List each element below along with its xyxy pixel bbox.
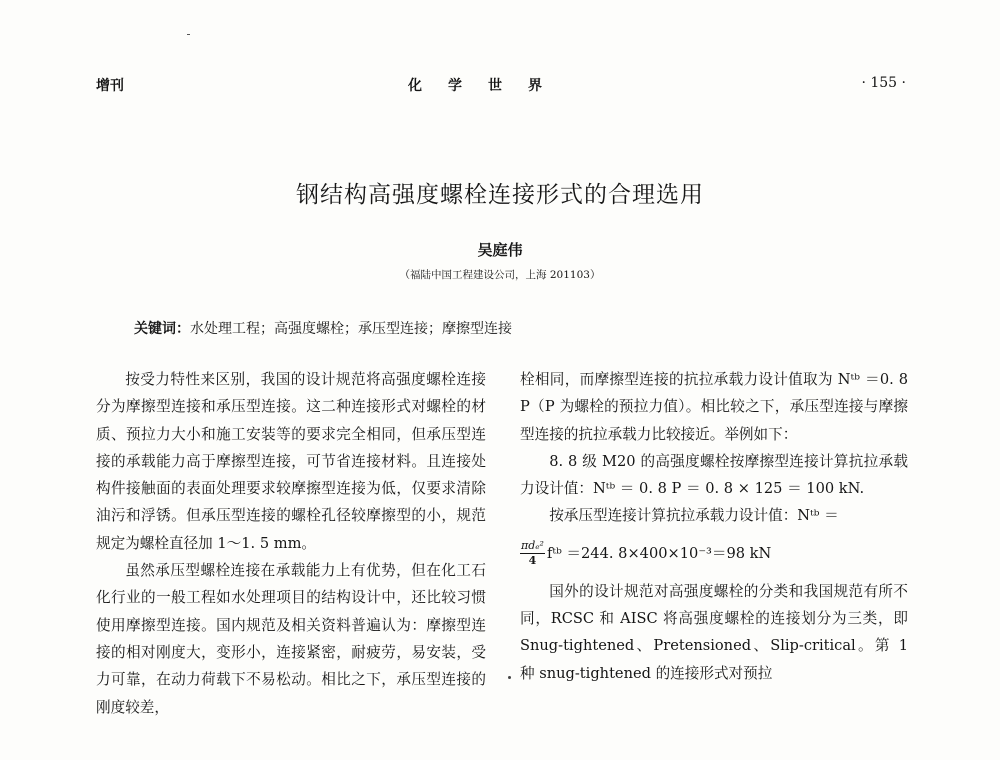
journal-name: 化学世界 [408, 78, 568, 94]
running-header [96, 75, 906, 99]
page-number: · 155 · [861, 75, 906, 91]
body-paragraph: 8. 8 级 M20 的高强度螺栓按摩擦型连接计算抗拉承载力设计值：Nᵗᵇ ＝ 0. 8 P ＝ 0. 8 × 125 ＝ 100 kN. [520, 452, 908, 498]
body-paragraph: 按承压型连接计算抗拉承载力设计值：Nᵗᵇ ＝ [549, 507, 839, 525]
formula-fraction [520, 539, 545, 568]
body-paragraph: 国外的设计规范对高强度螺栓的分类和我国规范有所不同，RCSC 和 AISC 将高强度螺栓的连接划分为三类，即 Snug-tightened、Pretensioned、Slip-critical。第 1 种 snug-tightened 的连接形式对预拉 [520, 582, 908, 682]
body-paragraph: 按受力特性来区别，我国的设计规范将高强度螺栓连接分为摩擦型连接和承压型连接。这二种连接形式对螺栓的材质、预拉力大小和施工安装等的要求完全相同，但承压型连接的承载能力高于摩擦型连接，可节省连接材料。且连接处构件接触面的表面处理要求较摩擦型连接为低，仅要求清除油污和浮锈。但承压型连接的螺栓孔径较摩擦型的小，规范规定为螺栓直径加 1～1. 5 mm。 [96, 371, 486, 552]
formula-numerator: πdₑ² [521, 539, 544, 553]
body-paragraph-continued: 栓相同，而摩擦型连接的抗拉承载力设计值取为 Nᵗᵇ ＝0. 8 P（P 为螺栓的预拉力值）。相比较之下，承压型连接与摩擦型连接的抗拉承载力比较接近。举例如下： [520, 371, 908, 443]
right-column [520, 366, 908, 687]
formula-denominator: 4 [528, 554, 537, 568]
keywords-list: 水处理工程；高强度螺栓；承压型连接；摩擦型连接 [190, 321, 512, 337]
formula-expression: fᵗᵇ ＝244. 8×400×10⁻³＝98 kN [546, 545, 772, 563]
journal-issue-label: 增刊 [96, 78, 124, 94]
author-affiliation: （福陆中国工程建设公司，上海 201103） [399, 269, 601, 281]
scan-dot [508, 676, 511, 679]
scan-speck [187, 34, 190, 35]
left-column [96, 366, 486, 721]
formula-line [520, 530, 908, 578]
keywords-label: 关键词： [134, 321, 190, 337]
article-title: 钢结构高强度螺栓连接形式的合理选用 [296, 182, 704, 208]
author-name: 吴庭伟 [477, 241, 523, 259]
body-paragraph: 虽然承压型螺栓连接在承载能力上有优势，但在化工石化行业的一般工程如水处理项目的结构设计中，还比较习惯使用摩擦型连接。国内规范及相关资料普遍认为：摩擦型连接的相对刚度大，变形小，连接紧密，耐疲劳，易安装，受力可靠，在动力荷载下不易松动。相比之下，承压型连接的刚度较差， [96, 562, 486, 716]
keywords [134, 318, 512, 338]
